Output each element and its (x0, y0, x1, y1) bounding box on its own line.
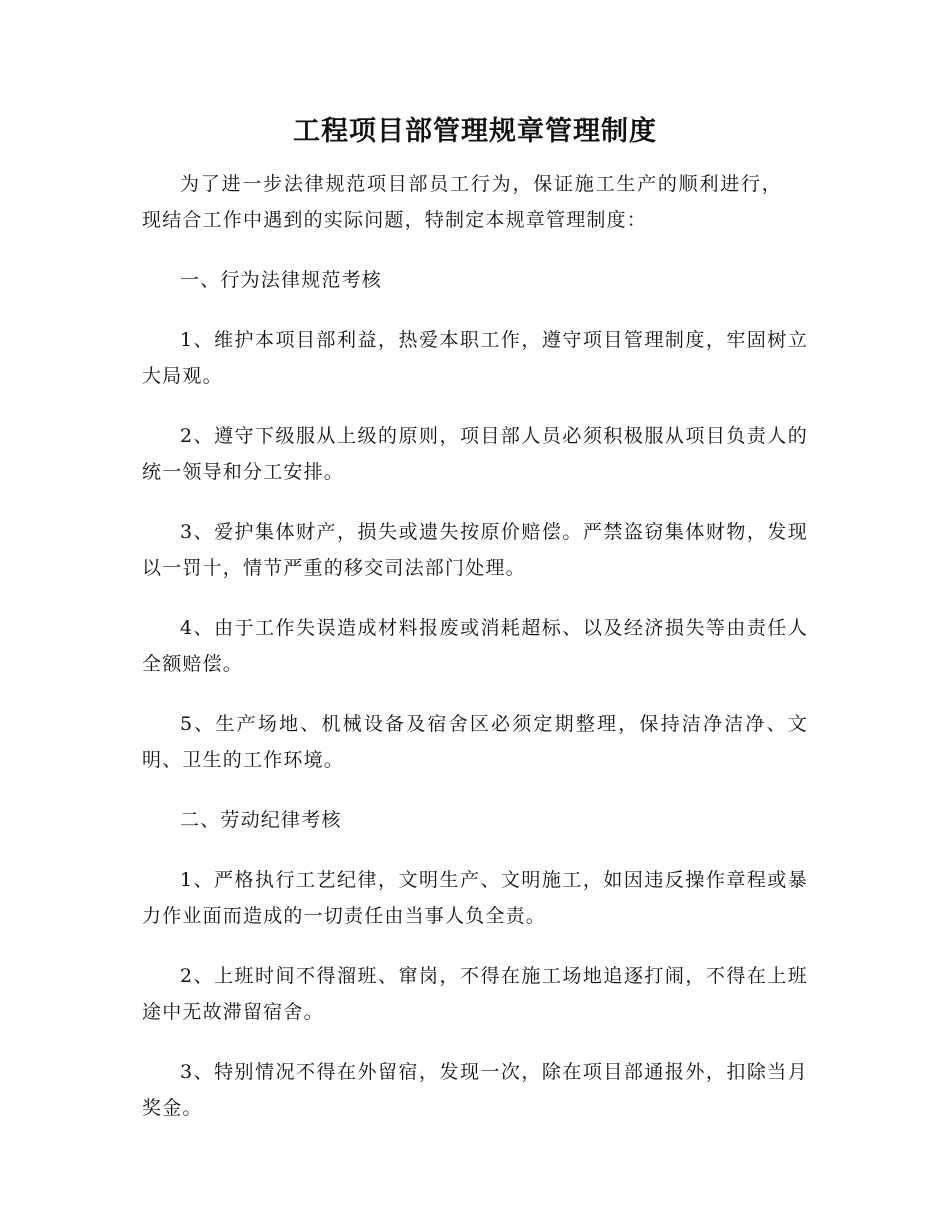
paragraph: 1、维护本项目部利益，热爱本职工作，遵守项目管理制度，牢固树立大局观。 (142, 329, 808, 387)
paragraph: 3、爱护集体财产，损失或遗失按原价赔偿。严禁盗窃集体财物，发现以一罚十，情节严重的移交司法部门处理。 (142, 521, 808, 579)
section-heading: 二、劳动纪律考核 (180, 809, 342, 831)
document-title: 工程项目部管理规章管理制度 (293, 116, 657, 147)
section-heading: 一、行为法律规范考核 (180, 269, 383, 291)
document-body (142, 166, 808, 1150)
paragraph: 4、由于工作失误造成材料报废或消耗超标、以及经济损失等由责任人全额赔偿。 (142, 617, 808, 675)
paragraph: 2、遵守下级服从上级的原则，项目部人员必须积极服从项目负责人的统一领导和分工安排。 (142, 425, 808, 483)
intro-paragraph: 为了进一步法律规范项目部员工行为，保证施工生产的顺利进行，现结合工作中遇到的实际问题，特制定本规章管理制度： (142, 173, 782, 231)
paragraph: 5、生产场地、机械设备及宿舍区必须定期整理，保持洁净洁净、文明、卫生的工作环境。 (142, 713, 808, 771)
paragraph: 3、特别情况不得在外留宿，发现一次，除在项目部通报外，扣除当月奖金。 (142, 1061, 808, 1119)
paragraph: 2、上班时间不得溜班、窜岗，不得在施工场地追逐打闹，不得在上班途中无故滞留宿舍。 (142, 965, 808, 1023)
paragraph: 1、严格执行工艺纪律，文明生产、文明施工，如因违反操作章程或暴力作业面而造成的一切责任由当事人负全责。 (142, 869, 808, 927)
